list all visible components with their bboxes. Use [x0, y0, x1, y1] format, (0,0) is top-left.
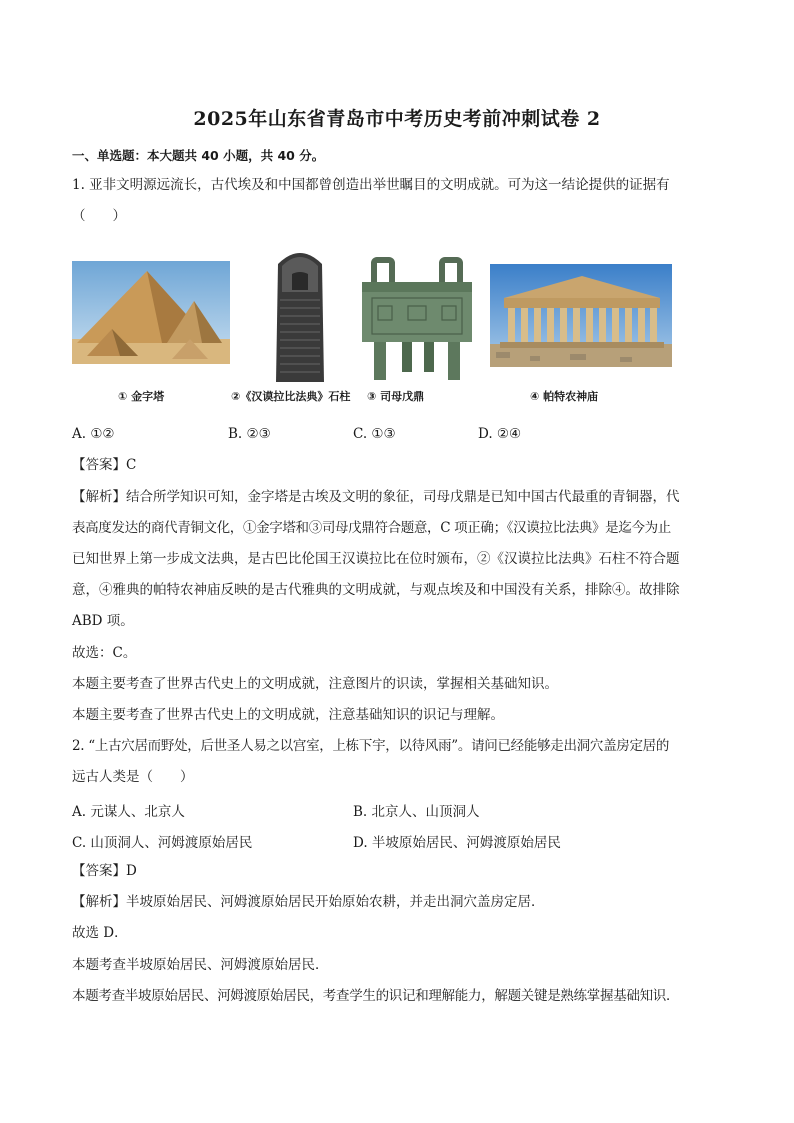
- section-heading: 一、单选题：本大题共 40 小题，共 40 分。: [72, 148, 325, 163]
- q1-answer: [72, 454, 722, 476]
- q1-option-a: A. ①②: [72, 426, 115, 442]
- pyramid-image: [72, 261, 230, 364]
- analysis-text: 半坡原始居民、河姆渡原始居民开始原始农耕，并走出洞穴盖房定居．: [126, 894, 545, 910]
- caption-pyramid: ① 金字塔: [118, 390, 165, 403]
- page-title: 2025年山东省青岛市中考历史考前冲刺试卷 2: [193, 108, 601, 130]
- q1-summary2: 本题主要考查了世界古代史上的文明成就，注意基础知识的识记与理解。: [72, 707, 504, 723]
- parthenon-image: [490, 264, 672, 367]
- q2-answer: [72, 860, 722, 882]
- answer-value: D: [126, 863, 137, 879]
- q1-analysis-line2: 表高度发达的商代青铜文化，①金字塔和③司母戊鼎符合题意，C 项正确；《汉谟拉比法典》是迄今为止: [72, 520, 671, 536]
- analysis-tag: 【解析】: [72, 489, 126, 505]
- q1-option-b: B. ②③: [228, 426, 271, 442]
- caption-ding: ③ 司母戊鼎: [367, 390, 425, 403]
- q2-option-c: C. 山顶洞人、河姆渡原始居民: [72, 835, 253, 851]
- analysis-text: 结合所学知识可知，金字塔是古埃及文明的象征，司母戊鼎是已知中国古代最重的青铜器，代: [126, 489, 680, 505]
- q1-conclusion: 故选：C。: [72, 645, 137, 661]
- code-of-hammurabi-stele-image: [270, 244, 330, 384]
- simuwu-ding-image: [358, 256, 476, 382]
- q1-analysis-line1: [72, 486, 722, 508]
- q1-stem-line1: 1. 亚非文明源远流长，古代埃及和中国都曾创造出举世瞩目的文明成就。可为这一结论提供的证据有: [72, 177, 670, 193]
- answer-value: C: [126, 457, 137, 473]
- q1-option-c: C. ①③: [353, 426, 396, 442]
- answer-tag: 【答案】: [72, 457, 126, 473]
- q1-analysis-line5: ABD 项。: [72, 613, 134, 629]
- q1-stem-line2: （ ）: [72, 208, 126, 224]
- q2-summary2: 本题考查半坡原始居民、河姆渡原始居民，考查学生的识记和理解能力，解题关键是熟练掌握基础知识．: [72, 988, 680, 1004]
- q2-analysis: [72, 891, 722, 913]
- q1-summary1: 本题主要考查了世界古代史上的文明成就，注意图片的识读，掌握相关基础知识。: [72, 676, 558, 692]
- caption-stele: ②《汉谟拉比法典》石柱: [231, 390, 351, 403]
- q2-option-d: D. 半坡原始居民、河姆渡原始居民: [353, 835, 561, 851]
- q2-option-a: A. 元谋人、北京人: [72, 804, 185, 820]
- analysis-tag: 【解析】: [72, 894, 126, 910]
- q2-stem-line1: 2. “上古穴居而野处，后世圣人易之以宫室，上栋下宇，以待风雨”。请问已经能够走出洞穴盖房定居的: [72, 738, 670, 754]
- q2-summary1: 本题考查半坡原始居民、河姆渡原始居民．: [72, 957, 329, 973]
- q1-option-d: D. ②④: [478, 426, 522, 442]
- q2-option-b: B. 北京人、山顶洞人: [353, 804, 480, 820]
- q1-analysis-line3: 已知世界上第一步成文法典，是古巴比伦国王汉谟拉比在位时颁布，②《汉谟拉比法典》石柱不符合题: [72, 551, 680, 567]
- q2-stem-line2: 远古人类是（ ）: [72, 769, 194, 785]
- q1-analysis-line4: 意，④雅典的帕特农神庙反映的是古代雅典的文明成就，与观点埃及和中国没有关系，排除④。故排除: [72, 582, 680, 598]
- caption-parthenon: ④ 帕特农神庙: [530, 390, 599, 403]
- q2-conclusion: 故选 D．: [72, 925, 128, 941]
- answer-tag: 【答案】: [72, 863, 126, 879]
